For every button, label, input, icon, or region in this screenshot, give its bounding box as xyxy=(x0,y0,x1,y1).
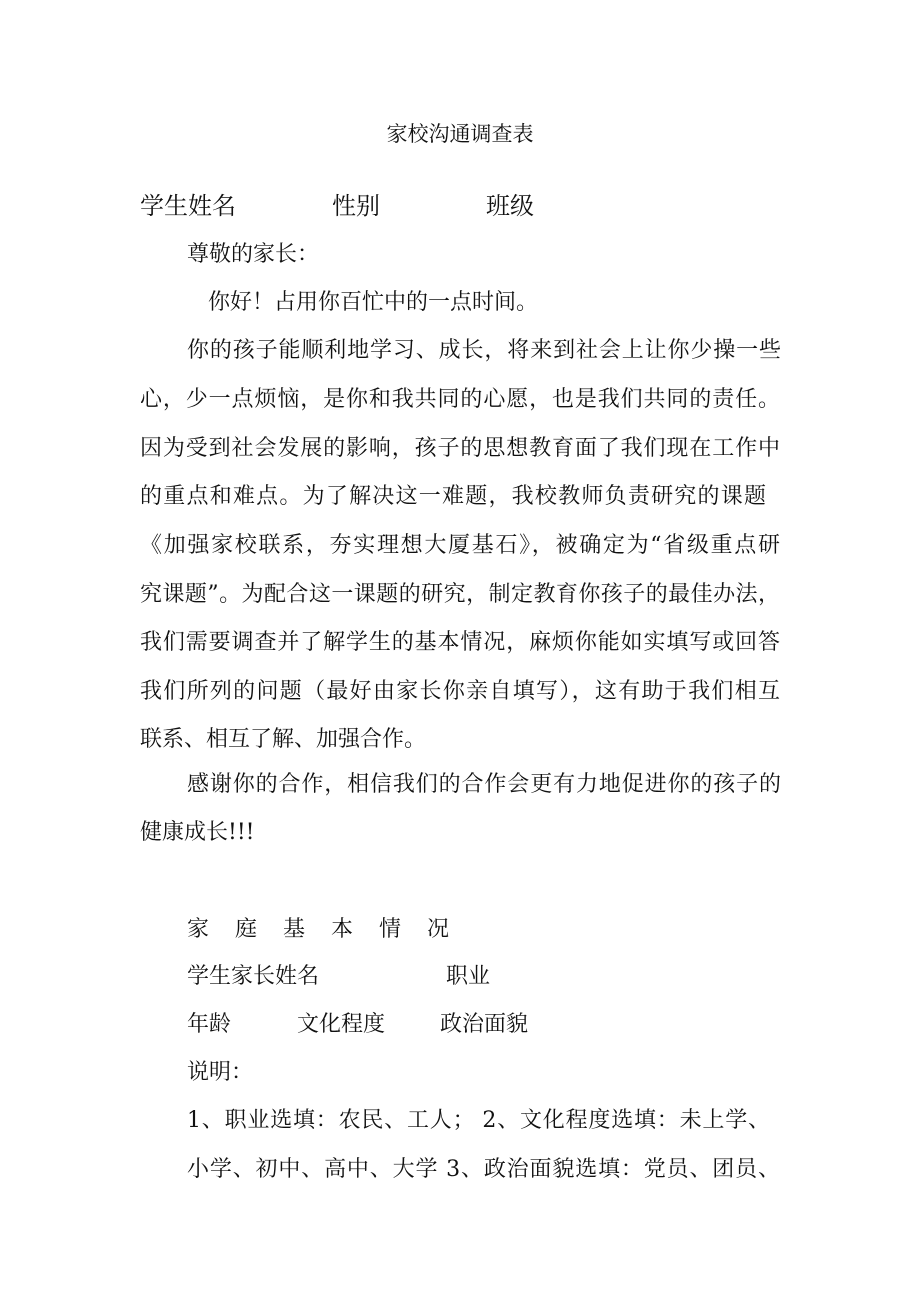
education-label: 文化程度 xyxy=(297,1012,386,1037)
politics-label: 政治面貌 xyxy=(440,1012,529,1037)
gender-label: 性别 xyxy=(332,192,380,220)
note-line: 1、职业选填：农民、工人； 2、文化程度选填：未上学、 xyxy=(187,1108,770,1133)
paragraph-line: 心，少一点烦恼，是你和我共同的心愿，也是我们共同的责任。 xyxy=(140,387,780,412)
paragraph-line: 《加强家校联系，夯实理想大厦基石》，被确定为“省级重点研 xyxy=(140,533,780,558)
class-label: 班级 xyxy=(486,192,534,220)
job-label: 职业 xyxy=(446,964,491,989)
paragraph-line: 因为受到社会发展的影响，孩子的思想教育面了我们现在工作中 xyxy=(140,436,780,461)
hello-line: 你好！占用你百忙中的一点时间。 xyxy=(208,290,539,315)
note-label: 说明： xyxy=(187,1060,254,1085)
document-title: 家校沟通调查表 xyxy=(386,122,534,146)
paragraph-line: 联系、相互了解、加强合作。 xyxy=(140,727,427,752)
section-title: 家庭基本情况 xyxy=(187,917,476,942)
paragraph-line: 我们所列的问题（最好由家长你亲自填写），这有助于我们相互 xyxy=(140,679,780,704)
parent-name-label: 学生家长姓名 xyxy=(187,964,320,989)
note-line: 小学、初中、高中、大学 3、政治面貌选填：党员、团员、 xyxy=(187,1157,780,1182)
paragraph-line: 健康成长!!! xyxy=(140,820,255,845)
greeting: 尊敬的家长： xyxy=(187,242,320,267)
paragraph-line: 究课题”。为配合这一课题的研究，制定教育你孩子的最佳办法， xyxy=(140,582,780,607)
paragraph-line: 我们需要调查并了解学生的基本情况，麻烦你能如实填写或回答 xyxy=(140,630,780,655)
paragraph-line: 感谢你的合作，相信我们的合作会更有力地促进你的孩子的 xyxy=(187,772,781,797)
age-label: 年龄 xyxy=(187,1012,232,1037)
paragraph-line: 你的孩子能顺利地学习、成长，将来到社会上让你少操一些 xyxy=(187,338,781,363)
paragraph-line: 的重点和难点。为了解决这一难题，我校教师负责研究的课题 xyxy=(140,484,766,509)
student-name-label: 学生姓名 xyxy=(140,192,236,220)
